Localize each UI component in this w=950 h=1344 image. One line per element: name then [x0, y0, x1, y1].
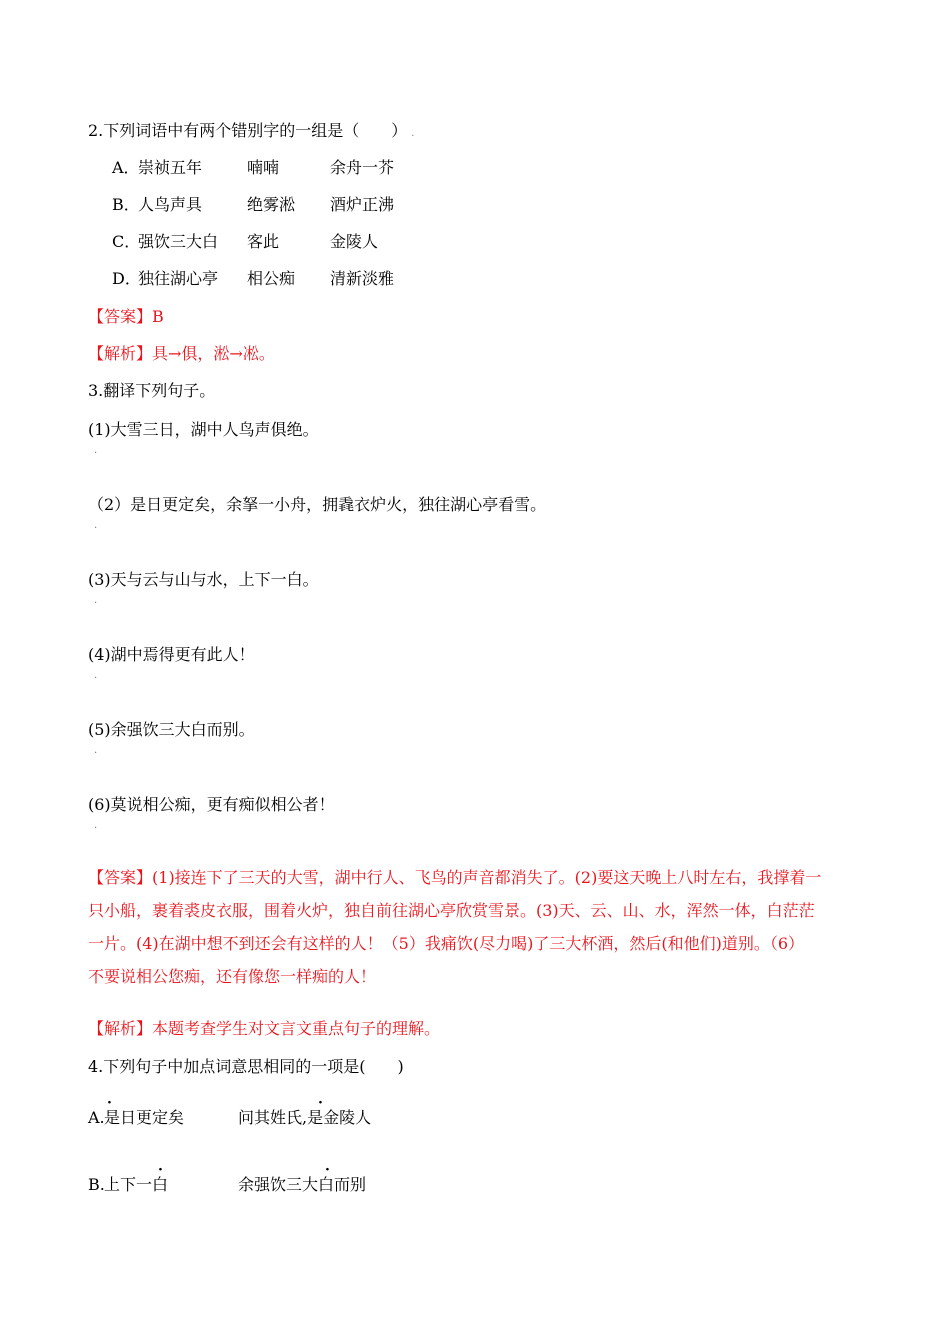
q3-stem: 3.翻译下列句子。: [88, 381, 216, 400]
blank-line-marker: .: [94, 595, 98, 606]
blank-line-marker: .: [94, 445, 98, 456]
q3-answer-line-1: 【答案】(1)接连下了三天的大雪，湖中行人、飞鸟的声音都消失了。(2)要这天晚上八时左右，我撑着一: [88, 868, 822, 887]
q3-item-6: (6)莫说相公痴，更有痴似相公者！: [88, 795, 335, 814]
q2-stem: 2.下列词语中有两个错别字的一组是（ ） .: [88, 121, 415, 140]
blank-line-marker: .: [94, 520, 98, 531]
q2-analysis: 【解析】具→俱，淞→凇。: [88, 344, 275, 363]
q3-answer-line-2: 只小船，裹着裘皮衣服，围着火炉，独自前往湖心亭欣赏雪景。(3)天、云、山、水，浑然一体，白茫茫: [88, 901, 815, 920]
emphasis-dot: ·: [107, 1095, 112, 1111]
q3-item-2: （2）是日更定矣，余拏一小舟，拥毳衣炉火，独往湖心亭看雪。: [88, 495, 547, 514]
q3-answer: [88, 861, 878, 993]
q3-analysis: 【解析】本题考查学生对文言文重点句子的理解。: [88, 1019, 441, 1038]
emphasis-dot: ·: [158, 1162, 163, 1178]
blank-line-marker: .: [94, 670, 98, 681]
emphasis-dot: ·: [325, 1162, 330, 1178]
q3-item-5: (5)余强饮三大白而别。: [88, 720, 255, 739]
q3-item-3: (3)天与云与山与水，上下一白。: [88, 570, 319, 589]
q3-item-1: (1)大雪三日，湖中人鸟声俱绝。: [88, 420, 319, 439]
q3-item-4: (4)湖中焉得更有此人！: [88, 645, 255, 664]
emphasis-dot: ·: [318, 1095, 323, 1111]
q4-stem: 4.下列句子中加点词意思相同的一项是( ): [88, 1057, 404, 1076]
blank-line-marker: .: [94, 745, 98, 756]
q3-answer-line-3: 一片。(4)在湖中想不到还会有这样的人！（5）我痛饮(尽力喝)了三大杯酒，然后(和他们)道别。（6）: [88, 934, 804, 953]
q2-answer: 【答案】B: [88, 307, 164, 326]
q3-answer-line-4: 不要说相公您痴，还有像您一样痴的人！: [88, 967, 377, 986]
blank-line-marker: .: [94, 820, 98, 831]
